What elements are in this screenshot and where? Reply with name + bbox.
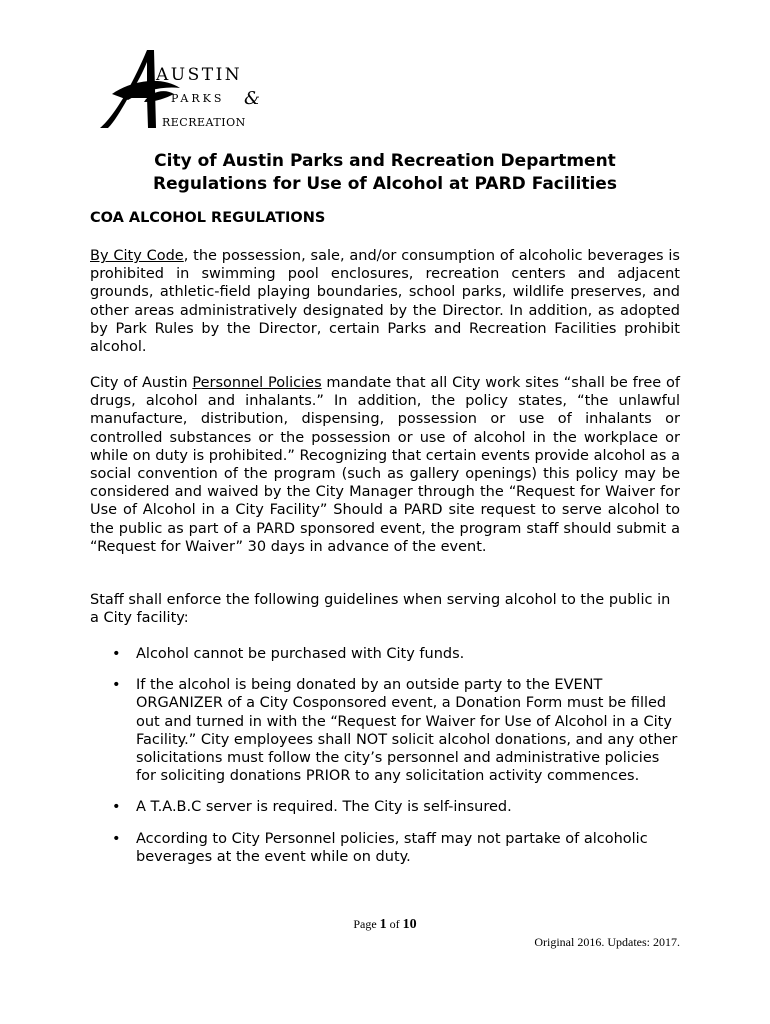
page-number xyxy=(0,917,770,933)
list-item xyxy=(90,676,680,785)
city-code-link[interactable]: By City Code xyxy=(90,248,184,264)
page-total: 10 xyxy=(402,917,417,932)
title-line-1: City of Austin Parks and Recreation Department xyxy=(154,151,616,171)
list-item xyxy=(90,645,680,663)
title-line-2: Regulations for Use of Alcohol at PARD Facilities xyxy=(153,174,617,194)
bullet-icon: • xyxy=(112,830,121,847)
page-current: 1 xyxy=(379,917,387,932)
paragraph-guidelines-intro: Staff shall enforce the following guidelines when serving alcohol to the public in a City facility: xyxy=(90,592,671,627)
paragraph-city-code xyxy=(90,247,680,356)
list-item xyxy=(90,830,680,866)
austin-parks-recreation-logo xyxy=(92,46,272,136)
bullet-icon: • xyxy=(112,677,121,694)
list-item xyxy=(90,798,680,816)
bullet-icon: • xyxy=(112,646,121,662)
document-title xyxy=(0,150,770,196)
guidelines-list xyxy=(90,645,680,879)
list-item-text: If the alcohol is being donated by an outside party to the EVENT ORGANIZER of a City Cosponsored event, a Donation Form must be filled out and turned in with the “Request for Waiver for Use of Alcohol in a City Facility.” City employees shall NOT solicit alcohol donations, and any other solicitations must follow the city’s personnel and administrative policies for soliciting donations PRIOR to any solicitation activity commences. xyxy=(136,677,678,785)
list-item-text: According to City Personnel policies, staff may not partake of alcoholic beverages at the event while on duty. xyxy=(136,830,648,865)
of-word: of xyxy=(389,917,400,931)
personnel-policies-link[interactable]: Personnel Policies xyxy=(192,375,322,391)
section-heading: COA ALCOHOL REGULATIONS xyxy=(90,210,326,226)
paragraph-personnel-text: mandate that all City work sites “shall be free of drugs, alcohol and inhalants.” In addition, the policy states, “the unlawful manufacture, distribution, dispensing, possession or use of inhalants or controlled substances or the possession or use of alcohol in the workplace or while on duty is prohibited.” Recognizing that certain events provide alcohol as a social convention of the program (such as gallery openings) this policy may be considered and waived by the City Manager through the “Request for Waiver for Use of Alcohol in a City Facility” Should a PARD site request to serve alcohol to the public as part of a PARD sponsored event, the program staff should submit a “Request for Waiver” 30 days in advance of the event. xyxy=(90,375,680,555)
logo-austin-text: AUSTIN xyxy=(156,65,243,85)
list-item-text: A T.A.B.C server is required. The City is self-insured. xyxy=(136,799,512,816)
paragraph-personnel-policies xyxy=(90,374,680,556)
logo-parks-text: PARKS xyxy=(171,92,225,105)
page-word: Page xyxy=(353,917,377,931)
paragraph-city-code-text: , the possession, sale, and/or consumption of alcoholic beverages is prohibited in swimming pool enclosures, recreation centers and adjacent grounds, athletic-field playing boundaries, school parks, wildlife preserves, and other areas administratively designated by the Director. In addition, as adopted by Park Rules by the Director, certain Parks and Recreation Facilities prohibit alcohol. xyxy=(90,248,680,356)
paragraph-personnel-prefix: City of Austin xyxy=(90,375,193,391)
revision-note: Original 2016. Updates: 2017. xyxy=(534,935,680,949)
logo-ampersand-text: & xyxy=(244,88,261,109)
logo-recreation-text: RECREATION xyxy=(162,116,246,129)
list-item-text: Alcohol cannot be purchased with City funds. xyxy=(136,646,465,662)
bullet-icon: • xyxy=(112,799,121,816)
